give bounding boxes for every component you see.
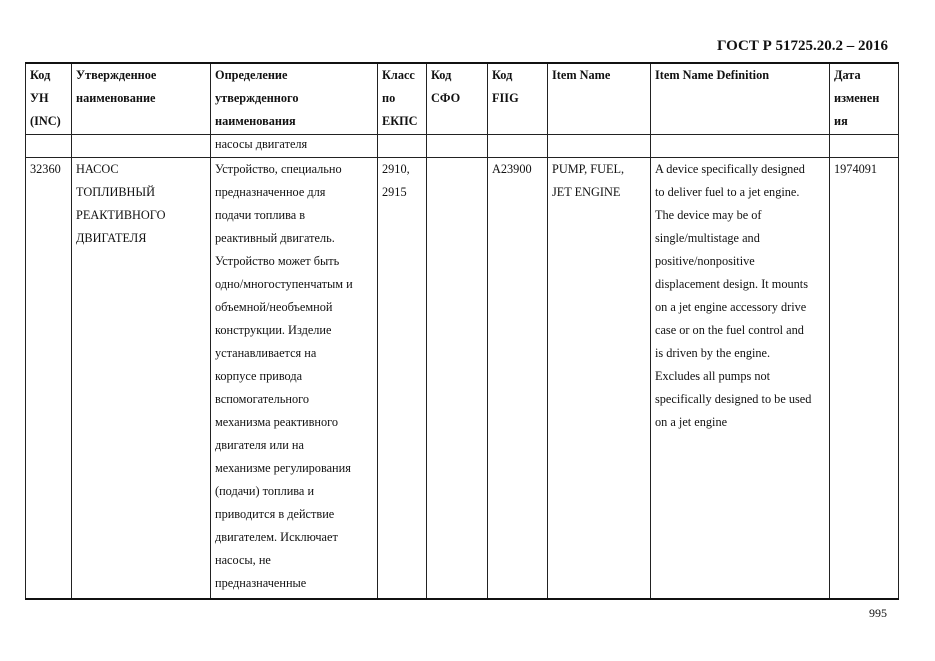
definition-cell: Устройство, специально предназначенное для подачи топлива в реактивный двигатель. Устройство может быть одно/многоступенчатым и объемной/необъемной конструкции. Изделие устанавливается на корпусе привода вспомогательного механизма реактивного двигателя или на механизме регулирования (подачи) топлива и приводится в действие двигателем. Исключает насосы, не предназначенные — [211, 158, 378, 600]
table-row — [26, 158, 899, 600]
table-cell — [72, 135, 211, 158]
table-cell — [26, 135, 72, 158]
table-cell — [488, 135, 548, 158]
column-header-change-date: Дата изменен ия — [830, 63, 899, 135]
inc-code-cell: 32360 — [26, 158, 72, 600]
column-header-class: Класс по ЕКПС — [378, 63, 427, 135]
table-cell — [651, 135, 830, 158]
catalog-table — [25, 62, 899, 600]
item-name-cell: PUMP, FUEL, JET ENGINE — [548, 158, 651, 600]
table-row-continuation — [26, 135, 899, 158]
table-header-row — [26, 63, 899, 135]
fiig-cell: A23900 — [488, 158, 548, 600]
column-header-fiig: Код FIIG — [488, 63, 548, 135]
column-header-definition: Определение утвержденного наименования — [211, 63, 378, 135]
column-header-approved-name: Утвержденное наименование — [72, 63, 211, 135]
class-cell: 2910, 2915 — [378, 158, 427, 600]
column-header-item-name: Item Name — [548, 63, 651, 135]
item-definition-cell: A device specifically designed to deliver fuel to a jet engine. The device may be of single/multistage and positive/nonpositive displacement design. It mounts on a jet engine accessory drive case or on the fuel control and is driven by the engine. Excludes all pumps not specifically designed to be used on a jet engine — [651, 158, 830, 600]
table-cell: насосы двигателя — [211, 135, 378, 158]
page-number: 995 — [869, 606, 887, 620]
table-cell — [378, 135, 427, 158]
column-header-inc: Код УН (INC) — [26, 63, 72, 135]
document-code: ГОСТ Р 51725.20.2 – 2016 — [716, 38, 888, 54]
table-cell — [427, 135, 488, 158]
change-date-cell: 1974091 — [830, 158, 899, 600]
column-header-sfo: Код СФО — [427, 63, 488, 135]
table-cell — [548, 135, 651, 158]
table-cell — [830, 135, 899, 158]
column-header-item-definition: Item Name Definition — [651, 63, 830, 135]
approved-name-cell: НАСОС ТОПЛИВНЫЙ РЕАКТИВНОГО ДВИГАТЕЛЯ — [72, 158, 211, 600]
sfo-cell — [427, 158, 488, 600]
